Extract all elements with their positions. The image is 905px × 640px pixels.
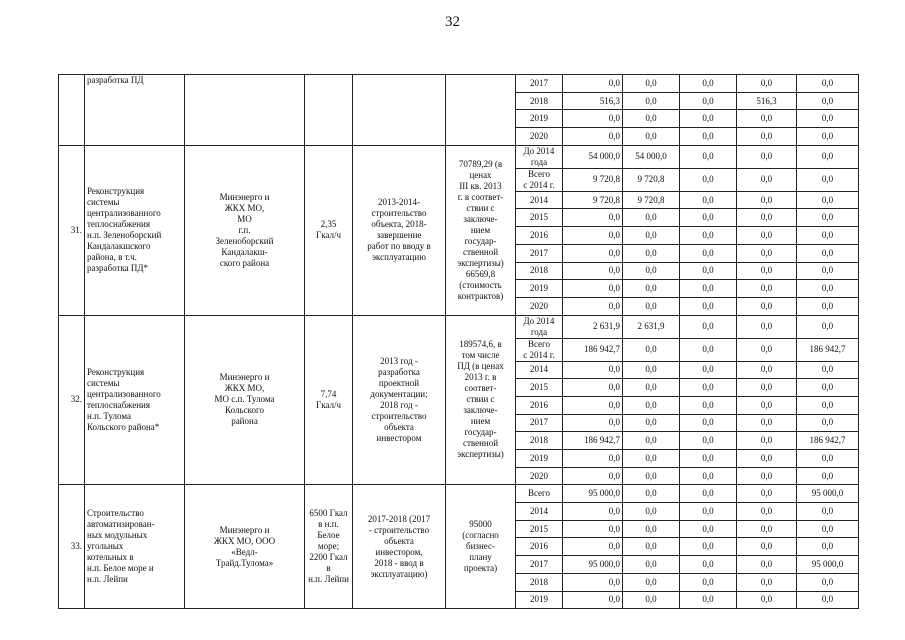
value-cell: 0,0 bbox=[623, 414, 680, 432]
value-cell: 0,0 bbox=[797, 92, 859, 110]
value-cell: 186 942,7 bbox=[563, 338, 623, 361]
value-cell: 0,0 bbox=[563, 538, 623, 556]
value-cell: 516,3 bbox=[737, 92, 797, 110]
value-cell: 0,0 bbox=[797, 414, 859, 432]
year-cell: 2018 bbox=[516, 573, 563, 591]
value-cell: 95 000,0 bbox=[797, 485, 859, 503]
value-cell: 0,0 bbox=[797, 280, 859, 298]
year-cell: 2020 bbox=[516, 467, 563, 485]
value-cell: 0,0 bbox=[797, 262, 859, 280]
value-cell: 0,0 bbox=[563, 396, 623, 414]
value-cell: 0,0 bbox=[563, 209, 623, 227]
value-cell: 0,0 bbox=[623, 379, 680, 397]
value-cell: 0,0 bbox=[680, 280, 737, 298]
value-cell: 0,0 bbox=[680, 128, 737, 146]
value-cell: 0,0 bbox=[623, 244, 680, 262]
year-cell: 2015 bbox=[516, 520, 563, 538]
value-cell: 0,0 bbox=[680, 520, 737, 538]
year-cell: 2016 bbox=[516, 538, 563, 556]
value-cell: 0,0 bbox=[737, 191, 797, 209]
value-cell: 0,0 bbox=[563, 520, 623, 538]
value-cell: 0,0 bbox=[737, 110, 797, 128]
value-cell: 516,3 bbox=[563, 92, 623, 110]
value-cell: 0,0 bbox=[623, 92, 680, 110]
capacity-cell bbox=[305, 75, 353, 146]
value-cell: 0,0 bbox=[623, 467, 680, 485]
value-cell: 0,0 bbox=[680, 396, 737, 414]
value-cell: 0,0 bbox=[623, 503, 680, 521]
value-cell: 0,0 bbox=[797, 145, 859, 168]
value-cell: 186 942,7 bbox=[797, 338, 859, 361]
year-cell: До 2014 года bbox=[516, 315, 563, 338]
value-cell: 0,0 bbox=[737, 209, 797, 227]
value-cell: 0,0 bbox=[563, 414, 623, 432]
value-cell: 0,0 bbox=[737, 145, 797, 168]
value-cell: 0,0 bbox=[563, 75, 623, 93]
value-cell: 0,0 bbox=[797, 396, 859, 414]
cost-cell: 70789,29 (в ценах III кв. 2013 г. в соответ- ствии с заключе- нием государ- ственной экспертизы) 66569,8 (стоимость контрактов) bbox=[446, 145, 516, 315]
value-cell: 0,0 bbox=[737, 75, 797, 93]
value-cell: 0,0 bbox=[623, 110, 680, 128]
value-cell: 0,0 bbox=[737, 450, 797, 468]
value-cell: 0,0 bbox=[563, 573, 623, 591]
value-cell: 0,0 bbox=[797, 379, 859, 397]
year-cell: 2014 bbox=[516, 361, 563, 379]
value-cell: 0,0 bbox=[737, 485, 797, 503]
value-cell: 0,0 bbox=[680, 361, 737, 379]
year-cell: 2020 bbox=[516, 297, 563, 315]
year-cell: 2015 bbox=[516, 209, 563, 227]
year-cell: 2019 bbox=[516, 591, 563, 609]
value-cell: 0,0 bbox=[623, 538, 680, 556]
value-cell: 0,0 bbox=[737, 128, 797, 146]
year-cell: 2019 bbox=[516, 110, 563, 128]
executor-cell: Минэнерго и ЖКХ МО, ООО «Ведл- Трайд.Тулома» bbox=[185, 485, 305, 609]
value-cell: 0,0 bbox=[680, 591, 737, 609]
value-cell: 0,0 bbox=[680, 338, 737, 361]
value-cell: 95 000,0 bbox=[563, 485, 623, 503]
value-cell: 0,0 bbox=[797, 467, 859, 485]
project-name-cell: Строительство автоматизирован- ных модульных угольных котельных в н.п. Белое море и н.п. Лейпи bbox=[85, 485, 185, 609]
value-cell: 0,0 bbox=[797, 191, 859, 209]
year-cell: 2017 bbox=[516, 244, 563, 262]
value-cell: 0,0 bbox=[680, 75, 737, 93]
value-cell: 0,0 bbox=[737, 538, 797, 556]
year-cell: 2016 bbox=[516, 396, 563, 414]
capacity-cell: 6500 Гкал в н.п. Белое море; 2200 Гкал в н.п. Лейпи bbox=[305, 485, 353, 609]
value-cell: 0,0 bbox=[563, 297, 623, 315]
value-cell: 0,0 bbox=[797, 315, 859, 338]
value-cell: 0,0 bbox=[680, 503, 737, 521]
table-row bbox=[59, 485, 859, 503]
table-row bbox=[59, 75, 859, 93]
executor-cell: Минэнерго и ЖКХ МО, МО с.п. Тулома Кольского района bbox=[185, 315, 305, 485]
value-cell: 0,0 bbox=[680, 209, 737, 227]
project-number-cell: 33. bbox=[59, 485, 85, 609]
value-cell: 0,0 bbox=[797, 591, 859, 609]
value-cell: 0,0 bbox=[563, 244, 623, 262]
value-cell: 0,0 bbox=[623, 573, 680, 591]
value-cell: 0,0 bbox=[737, 432, 797, 450]
year-cell: 2018 bbox=[516, 92, 563, 110]
value-cell: 0,0 bbox=[563, 450, 623, 468]
value-cell: 0,0 bbox=[623, 297, 680, 315]
value-cell: 0,0 bbox=[680, 379, 737, 397]
value-cell: 0,0 bbox=[680, 414, 737, 432]
value-cell: 0,0 bbox=[680, 92, 737, 110]
year-cell: 2014 bbox=[516, 191, 563, 209]
year-cell: 2019 bbox=[516, 280, 563, 298]
value-cell: 0,0 bbox=[737, 556, 797, 574]
value-cell: 0,0 bbox=[737, 338, 797, 361]
value-cell: 0,0 bbox=[680, 297, 737, 315]
value-cell: 0,0 bbox=[623, 209, 680, 227]
value-cell: 54 000,0 bbox=[563, 145, 623, 168]
period-cell: 2013-2014- строительство объекта, 2018- завершение работ по вводу в эксплуатацию bbox=[353, 145, 446, 315]
value-cell: 0,0 bbox=[680, 467, 737, 485]
value-cell: 0,0 bbox=[680, 573, 737, 591]
project-number-cell: 31. bbox=[59, 145, 85, 315]
value-cell: 0,0 bbox=[737, 503, 797, 521]
value-cell: 0,0 bbox=[623, 556, 680, 574]
value-cell: 54 000,0 bbox=[623, 145, 680, 168]
value-cell: 0,0 bbox=[797, 538, 859, 556]
year-cell: 2017 bbox=[516, 75, 563, 93]
year-cell: 2018 bbox=[516, 262, 563, 280]
value-cell: 0,0 bbox=[680, 432, 737, 450]
year-cell: До 2014 года bbox=[516, 145, 563, 168]
value-cell: 0,0 bbox=[737, 414, 797, 432]
table-row bbox=[59, 315, 859, 338]
value-cell: 0,0 bbox=[797, 361, 859, 379]
value-cell: 0,0 bbox=[737, 297, 797, 315]
value-cell: 0,0 bbox=[737, 361, 797, 379]
value-cell: 0,0 bbox=[680, 227, 737, 245]
value-cell: 0,0 bbox=[623, 361, 680, 379]
value-cell: 95 000,0 bbox=[797, 556, 859, 574]
value-cell: 0,0 bbox=[623, 280, 680, 298]
value-cell: 0,0 bbox=[623, 128, 680, 146]
value-cell: 0,0 bbox=[623, 485, 680, 503]
value-cell: 0,0 bbox=[737, 573, 797, 591]
capacity-cell: 2,35 Гкал/ч bbox=[305, 145, 353, 315]
value-cell: 0,0 bbox=[737, 379, 797, 397]
year-cell: Всего с 2014 г. bbox=[516, 338, 563, 361]
value-cell: 0,0 bbox=[680, 244, 737, 262]
investment-table bbox=[58, 74, 859, 609]
cost-cell bbox=[446, 75, 516, 146]
value-cell: 0,0 bbox=[737, 315, 797, 338]
value-cell: 0,0 bbox=[680, 556, 737, 574]
value-cell: 0,0 bbox=[797, 573, 859, 591]
cost-cell: 189574,6, в том числе ПД (в ценах 2013 г. в соответ- ствии с заключе- нием государ- ственной экспертизы) bbox=[446, 315, 516, 485]
period-cell: 2017-2018 (2017 - строительство объекта инвестором, 2018 - ввод в эксплуатацию) bbox=[353, 485, 446, 609]
value-cell: 0,0 bbox=[737, 244, 797, 262]
value-cell: 0,0 bbox=[797, 128, 859, 146]
value-cell: 0,0 bbox=[737, 227, 797, 245]
value-cell: 0,0 bbox=[623, 396, 680, 414]
value-cell: 9 720,8 bbox=[563, 168, 623, 191]
value-cell: 0,0 bbox=[623, 338, 680, 361]
value-cell: 0,0 bbox=[680, 145, 737, 168]
period-cell: 2013 год - разработка проектной документации; 2018 год - строительство объекта инвестором bbox=[353, 315, 446, 485]
value-cell: 0,0 bbox=[797, 110, 859, 128]
value-cell: 0,0 bbox=[797, 209, 859, 227]
executor-cell bbox=[185, 75, 305, 146]
value-cell: 0,0 bbox=[737, 520, 797, 538]
year-cell: 2015 bbox=[516, 379, 563, 397]
project-number-cell bbox=[59, 75, 85, 146]
value-cell: 0,0 bbox=[563, 361, 623, 379]
value-cell: 0,0 bbox=[797, 503, 859, 521]
value-cell: 0,0 bbox=[680, 538, 737, 556]
value-cell: 0,0 bbox=[797, 168, 859, 191]
value-cell: 0,0 bbox=[623, 75, 680, 93]
value-cell: 9 720,8 bbox=[623, 168, 680, 191]
value-cell: 0,0 bbox=[623, 227, 680, 245]
value-cell: 0,0 bbox=[623, 262, 680, 280]
value-cell: 0,0 bbox=[563, 503, 623, 521]
year-cell: 2020 bbox=[516, 128, 563, 146]
value-cell: 9 720,8 bbox=[623, 191, 680, 209]
capacity-cell: 7,74 Гкал/ч bbox=[305, 315, 353, 485]
value-cell: 0,0 bbox=[563, 467, 623, 485]
value-cell: 9 720,8 bbox=[563, 191, 623, 209]
value-cell: 0,0 bbox=[737, 396, 797, 414]
period-cell bbox=[353, 75, 446, 146]
value-cell: 0,0 bbox=[797, 520, 859, 538]
value-cell: 0,0 bbox=[563, 280, 623, 298]
year-cell: 2016 bbox=[516, 227, 563, 245]
value-cell: 0,0 bbox=[797, 297, 859, 315]
cost-cell: 95000 (согласно бизнес- плану проекта) bbox=[446, 485, 516, 609]
value-cell: 186 942,7 bbox=[797, 432, 859, 450]
value-cell: 0,0 bbox=[680, 191, 737, 209]
value-cell: 0,0 bbox=[797, 227, 859, 245]
year-cell: 2017 bbox=[516, 414, 563, 432]
value-cell: 0,0 bbox=[563, 591, 623, 609]
value-cell: 0,0 bbox=[563, 128, 623, 146]
value-cell: 0,0 bbox=[797, 75, 859, 93]
project-name-cell: Реконструкция системы централизованного теплоснабжения н.п. Зеленоборский Кандалакшского района, в т.ч. разработка ПД* bbox=[85, 145, 185, 315]
value-cell: 2 631,9 bbox=[563, 315, 623, 338]
value-cell: 0,0 bbox=[737, 280, 797, 298]
value-cell: 0,0 bbox=[797, 244, 859, 262]
value-cell: 0,0 bbox=[737, 591, 797, 609]
value-cell: 0,0 bbox=[737, 262, 797, 280]
value-cell: 0,0 bbox=[680, 168, 737, 191]
value-cell: 2 631,9 bbox=[623, 315, 680, 338]
value-cell: 0,0 bbox=[680, 315, 737, 338]
value-cell: 0,0 bbox=[680, 450, 737, 468]
project-number-cell: 32. bbox=[59, 315, 85, 485]
value-cell: 0,0 bbox=[797, 450, 859, 468]
value-cell: 0,0 bbox=[680, 485, 737, 503]
value-cell: 0,0 bbox=[623, 450, 680, 468]
year-cell: Всего с 2014 г. bbox=[516, 168, 563, 191]
project-name-cell: разработка ПД bbox=[85, 75, 185, 146]
value-cell: 95 000,0 bbox=[563, 556, 623, 574]
executor-cell: Минэнерго и ЖКХ МО, МО г.п. Зеленоборский Кандалакш- ского района bbox=[185, 145, 305, 315]
table-row bbox=[59, 145, 859, 168]
year-cell: 2019 bbox=[516, 450, 563, 468]
year-cell: 2017 bbox=[516, 556, 563, 574]
value-cell: 0,0 bbox=[623, 520, 680, 538]
value-cell: 0,0 bbox=[623, 432, 680, 450]
value-cell: 0,0 bbox=[680, 262, 737, 280]
value-cell: 0,0 bbox=[563, 262, 623, 280]
value-cell: 0,0 bbox=[563, 379, 623, 397]
value-cell: 0,0 bbox=[737, 168, 797, 191]
value-cell: 0,0 bbox=[737, 467, 797, 485]
page-number: 32 bbox=[445, 14, 460, 30]
value-cell: 0,0 bbox=[563, 227, 623, 245]
year-cell: 2014 bbox=[516, 503, 563, 521]
year-cell: Всего bbox=[516, 485, 563, 503]
year-cell: 2018 bbox=[516, 432, 563, 450]
value-cell: 0,0 bbox=[680, 110, 737, 128]
value-cell: 0,0 bbox=[563, 110, 623, 128]
value-cell: 186 942,7 bbox=[563, 432, 623, 450]
project-name-cell: Реконструкция системы централизованного теплоснабжения н.п. Тулома Кольского района* bbox=[85, 315, 185, 485]
value-cell: 0,0 bbox=[623, 591, 680, 609]
